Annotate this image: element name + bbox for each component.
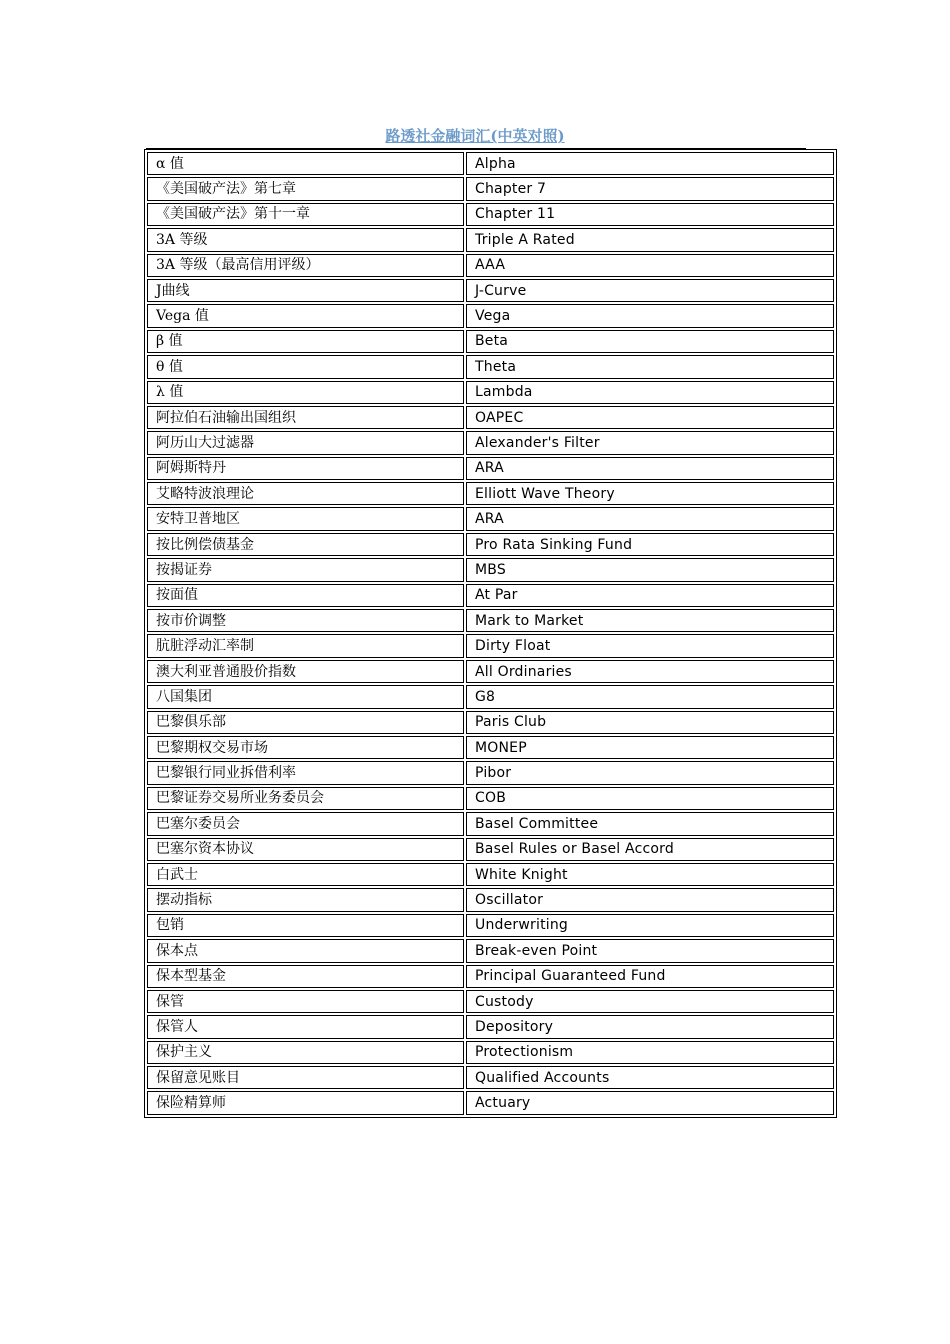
table-row — [147, 584, 834, 607]
table-row — [147, 203, 834, 226]
chinese-term-cell: 巴黎银行同业拆借利率 — [147, 761, 464, 784]
table-row — [147, 660, 834, 683]
chinese-term-cell: 保管 — [147, 990, 464, 1013]
english-term-cell: Custody — [466, 990, 834, 1013]
chinese-term-cell: 阿拉伯石油输出国组织 — [147, 406, 464, 429]
chinese-term-cell: θ 值 — [147, 355, 464, 378]
glossary-table-body — [147, 152, 834, 1115]
chinese-term-cell: 肮脏浮动汇率制 — [147, 634, 464, 657]
table-row — [147, 1015, 834, 1038]
chinese-term-cell: 保险精算师 — [147, 1091, 464, 1114]
chinese-term-cell: 巴塞尔资本协议 — [147, 838, 464, 861]
english-term-cell: Depository — [466, 1015, 834, 1038]
chinese-term-cell: J曲线 — [147, 279, 464, 302]
chinese-term-cell: 巴黎俱乐部 — [147, 711, 464, 734]
table-row — [147, 406, 834, 429]
chinese-term-cell: 摆动指标 — [147, 888, 464, 911]
chinese-term-cell: 按面值 — [147, 584, 464, 607]
table-row — [147, 736, 834, 759]
chinese-term-cell: 巴塞尔委员会 — [147, 812, 464, 835]
chinese-term-cell: 3A 等级（最高信用评级） — [147, 254, 464, 277]
chinese-term-cell: 澳大利亚普通股价指数 — [147, 660, 464, 683]
chinese-term-cell: 《美国破产法》第七章 — [147, 177, 464, 200]
table-row — [147, 812, 834, 835]
table-row — [147, 1041, 834, 1064]
chinese-term-cell: 3A 等级 — [147, 228, 464, 251]
table-row — [147, 482, 834, 505]
english-term-cell: Lambda — [466, 381, 834, 404]
table-row — [147, 939, 834, 962]
table-row — [147, 254, 834, 277]
glossary-table — [144, 149, 837, 1118]
table-row — [147, 457, 834, 480]
chinese-term-cell: 按比例偿债基金 — [147, 533, 464, 556]
chinese-term-cell: 保本型基金 — [147, 965, 464, 988]
english-term-cell: OAPEC — [466, 406, 834, 429]
chinese-term-cell: 保管人 — [147, 1015, 464, 1038]
chinese-term-cell: 按市价调整 — [147, 609, 464, 632]
english-term-cell: J-Curve — [466, 279, 834, 302]
table-row — [147, 863, 834, 886]
english-term-cell: Alexander's Filter — [466, 431, 834, 454]
table-row — [147, 787, 834, 810]
english-term-cell: Break-even Point — [466, 939, 834, 962]
english-term-cell: Actuary — [466, 1091, 834, 1114]
table-row — [147, 533, 834, 556]
page-title[interactable]: 路透社金融词汇(中英对照) — [385, 127, 565, 145]
english-term-cell: Principal Guaranteed Fund — [466, 965, 834, 988]
english-term-cell: White Knight — [466, 863, 834, 886]
english-term-cell: Basel Committee — [466, 812, 834, 835]
english-term-cell: MONEP — [466, 736, 834, 759]
table-row — [147, 330, 834, 353]
table-row — [147, 914, 834, 937]
english-term-cell: Chapter 11 — [466, 203, 834, 226]
chinese-term-cell: 按揭证券 — [147, 558, 464, 581]
english-term-cell: At Par — [466, 584, 834, 607]
english-term-cell: Mark to Market — [466, 609, 834, 632]
table-row — [147, 431, 834, 454]
table-row — [147, 609, 834, 632]
english-term-cell: Elliott Wave Theory — [466, 482, 834, 505]
english-term-cell: Triple A Rated — [466, 228, 834, 251]
chinese-term-cell: 巴黎证券交易所业务委员会 — [147, 787, 464, 810]
table-row — [147, 685, 834, 708]
chinese-term-cell: λ 值 — [147, 381, 464, 404]
table-row — [147, 990, 834, 1013]
table-row — [147, 888, 834, 911]
table-row — [147, 761, 834, 784]
chinese-term-cell: α 值 — [147, 152, 464, 175]
english-term-cell: Protectionism — [466, 1041, 834, 1064]
english-term-cell: Pro Rata Sinking Fund — [466, 533, 834, 556]
english-term-cell: Theta — [466, 355, 834, 378]
english-term-cell: Basel Rules or Basel Accord — [466, 838, 834, 861]
english-term-cell: Underwriting — [466, 914, 834, 937]
table-row — [147, 634, 834, 657]
english-term-cell: COB — [466, 787, 834, 810]
chinese-term-cell: 安特卫普地区 — [147, 507, 464, 530]
english-term-cell: MBS — [466, 558, 834, 581]
chinese-term-cell: β 值 — [147, 330, 464, 353]
table-row — [147, 177, 834, 200]
table-row — [147, 1066, 834, 1089]
english-term-cell: Chapter 7 — [466, 177, 834, 200]
chinese-term-cell: 艾略特波浪理论 — [147, 482, 464, 505]
english-term-cell: ARA — [466, 507, 834, 530]
chinese-term-cell: 巴黎期权交易市场 — [147, 736, 464, 759]
chinese-term-cell: 白武士 — [147, 863, 464, 886]
english-term-cell: Oscillator — [466, 888, 834, 911]
english-term-cell: Paris Club — [466, 711, 834, 734]
table-row — [147, 507, 834, 530]
chinese-term-cell: 包销 — [147, 914, 464, 937]
table-row — [147, 228, 834, 251]
chinese-term-cell: Vega 值 — [147, 304, 464, 327]
chinese-term-cell: 保护主义 — [147, 1041, 464, 1064]
chinese-term-cell: 八国集团 — [147, 685, 464, 708]
english-term-cell: G8 — [466, 685, 834, 708]
table-row — [147, 838, 834, 861]
chinese-term-cell: 阿历山大过滤器 — [147, 431, 464, 454]
table-row — [147, 279, 834, 302]
table-row — [147, 304, 834, 327]
table-row — [147, 381, 834, 404]
table-row — [147, 355, 834, 378]
english-term-cell: ARA — [466, 457, 834, 480]
english-term-cell: Qualified Accounts — [466, 1066, 834, 1089]
english-term-cell: Beta — [466, 330, 834, 353]
english-term-cell: All Ordinaries — [466, 660, 834, 683]
table-row — [147, 152, 834, 175]
english-term-cell: Vega — [466, 304, 834, 327]
chinese-term-cell: 保留意见账目 — [147, 1066, 464, 1089]
table-row — [147, 965, 834, 988]
english-term-cell: AAA — [466, 254, 834, 277]
table-row — [147, 711, 834, 734]
english-term-cell: Dirty Float — [466, 634, 834, 657]
english-term-cell: Pibor — [466, 761, 834, 784]
chinese-term-cell: 阿姆斯特丹 — [147, 457, 464, 480]
english-term-cell: Alpha — [466, 152, 834, 175]
table-row — [147, 1091, 834, 1114]
chinese-term-cell: 保本点 — [147, 939, 464, 962]
table-row — [147, 558, 834, 581]
chinese-term-cell: 《美国破产法》第十一章 — [147, 203, 464, 226]
